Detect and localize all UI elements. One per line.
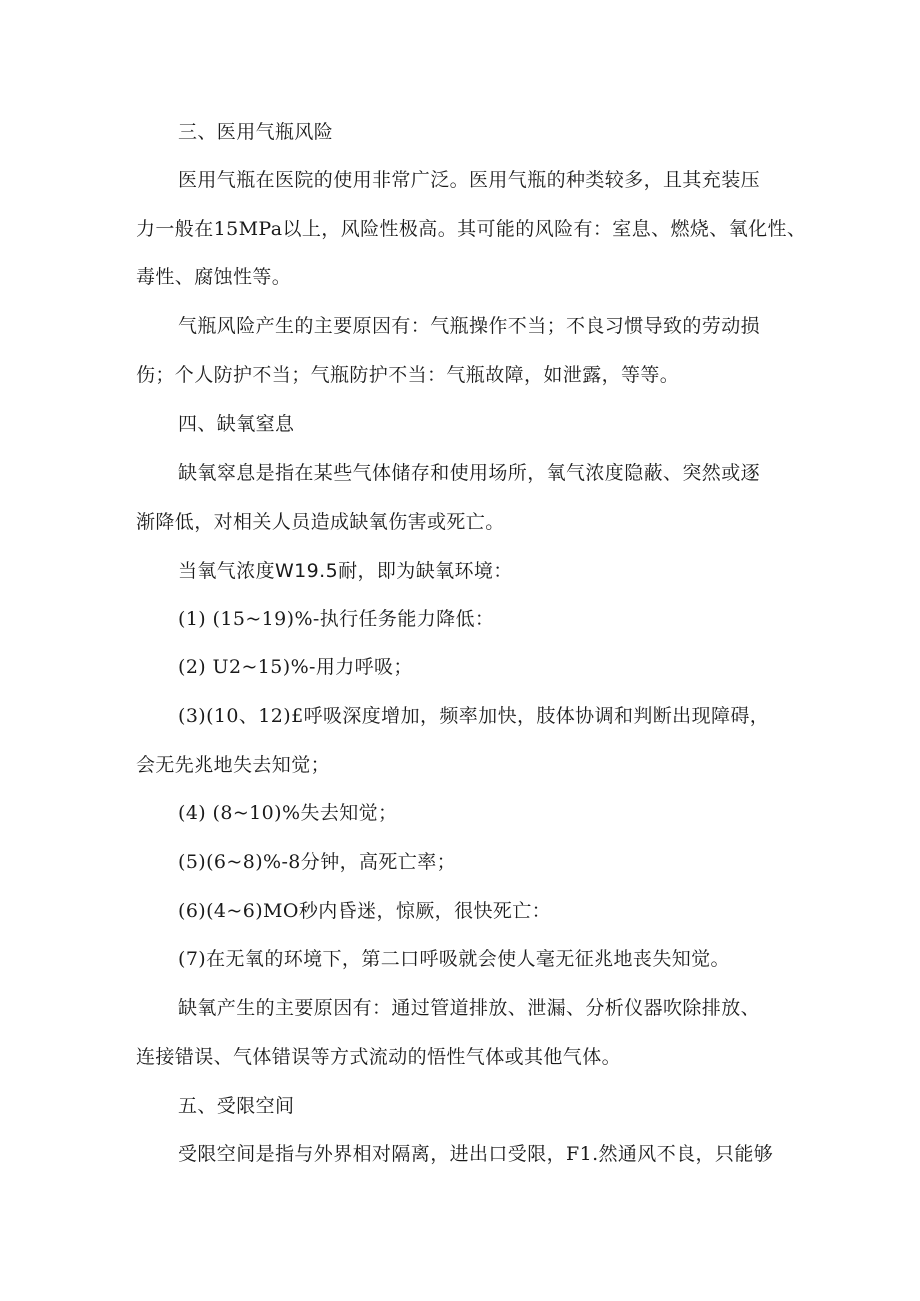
paragraph-line: 伤；个人防护不当；气瓶防护不当：气瓶故障，如泄露，等等。: [136, 364, 680, 386]
paragraph-line: 缺氧产生的主要原因有：通过管道排放、泄漏、分析仪器吹除排放、: [178, 997, 761, 1019]
paragraph-line: 缺氧窣息是指在某些气体储存和使用场所，氧气浓度隐蔽、突然或逐: [178, 462, 761, 484]
paragraph-line: 气瓶风险产生的主要原因有：气瓶操作不当；不良习惯导致的劳动损: [178, 315, 761, 337]
paragraph-line: 受限空间是指与外界相对隔离，进出口受限，F1.然通风不良，只能够: [178, 1143, 774, 1165]
section-heading-gas-cylinder-risk: 三、医用气瓶风险: [178, 121, 334, 143]
list-item: (4) (8~10)%失去知觉；: [178, 802, 398, 824]
section-heading-confined-space: 五、受限空间: [178, 1095, 295, 1117]
oxygen-threshold-intro: 当氧气浓度W19.5耐，即为缺氧环境：: [178, 560, 513, 582]
section-heading-hypoxia: 四、缺氧窒息: [178, 413, 295, 435]
list-item: (1) (15~19)%-执行任务能力降低：: [178, 608, 495, 630]
list-item-continuation: 会无先兆地失去知觉；: [136, 754, 331, 776]
paragraph-line: 医用气瓶在医院的使用非常广泛。医用气瓶的种类较多，且其充装压: [178, 169, 761, 191]
paragraph-line: 力一般在15MPa以上，风险性极高。其可能的风险有：室息、燃烧、氧化性、: [136, 218, 807, 240]
paragraph-line: 渐降低，对相关人员造成缺氧伤害或死亡。: [136, 511, 505, 533]
list-item: (6)(4~6)MO秒内昏迷，惊厥，很快死亡：: [178, 900, 552, 922]
list-item: (5)(6~8)%-8分钟，高死亡率；: [178, 851, 456, 873]
list-item: (7)在无氧的环境下，第二口呼吸就会使人毫无征兆地丧失知觉。: [178, 948, 730, 970]
list-item: (3)(10、12)£呼吸深度增加，频率加快，肢体协调和判断出现障碍，: [178, 705, 770, 727]
list-item: (2) U2~15)%-用力呼吸；: [178, 656, 413, 678]
paragraph-line: 毒性、腐蚀性等。: [136, 266, 292, 288]
paragraph-line: 连接错误、气体错误等方式流动的悟性气体或其他气体。: [136, 1046, 622, 1068]
